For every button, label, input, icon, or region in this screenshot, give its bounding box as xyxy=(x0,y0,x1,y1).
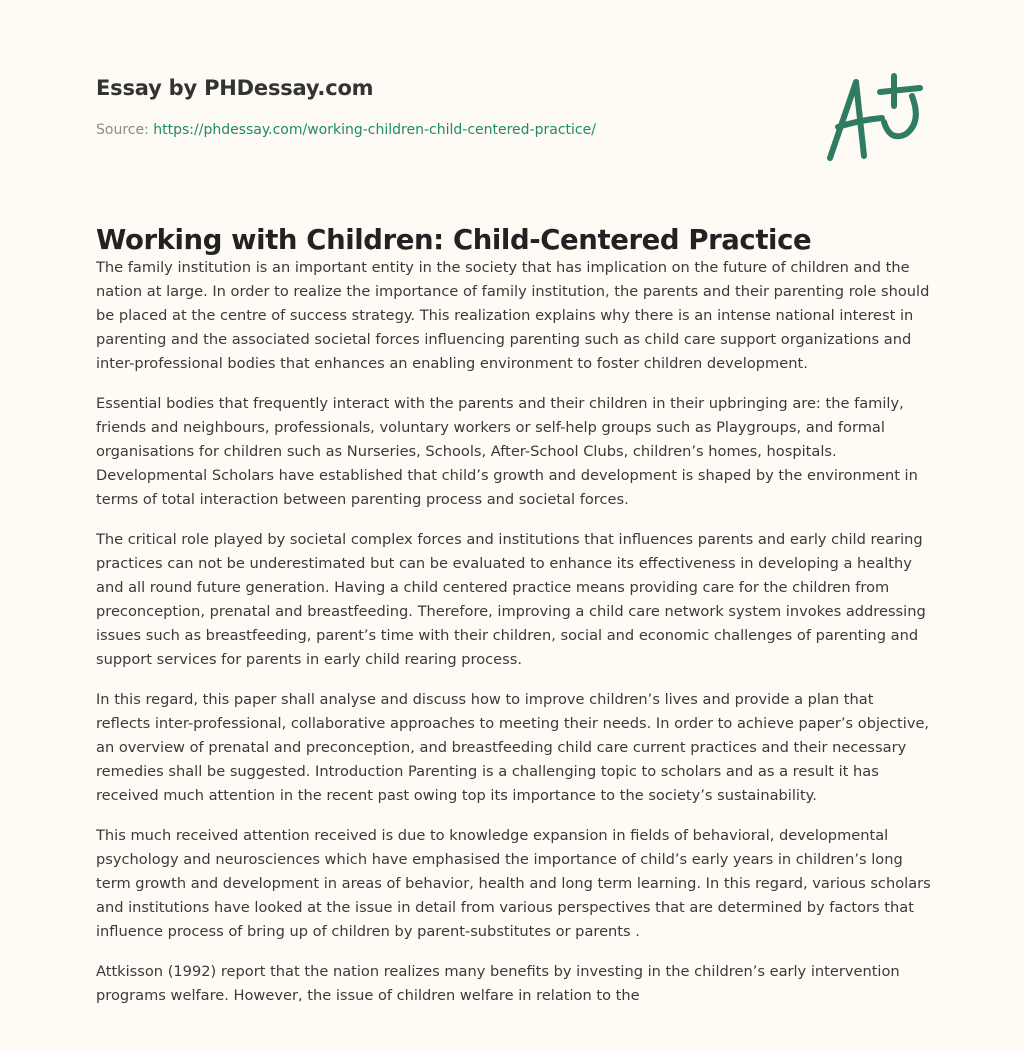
source-line xyxy=(96,122,596,138)
paragraph: Attkisson (1992) report that the nation realizes many benefits by investing in the children’s early intervention programs welfare. However, the issue of children welfare in relation to the xyxy=(96,963,900,1004)
header xyxy=(96,76,596,138)
paragraph: Essential bodies that frequently interact with the parents and their children in their upbringing are: the family, friends and neighbours, professionals, voluntary workers or self-help groups such as Playgroups, and formal organisations for children such as Nurseries, Schools, After-School Clubs, children’s homes, hospitals. Developmental Scholars have established that child’s growth and development is shaped by the environment in terms of total interaction between parenting process and societal forces. xyxy=(96,395,918,508)
source-label: Source: xyxy=(96,122,149,138)
a-plus-logo-icon xyxy=(820,72,930,164)
site-title: Essay by PHDessay.com xyxy=(96,76,374,100)
article-title: Working with Children: Child-Centered Practice xyxy=(96,224,812,256)
article-body xyxy=(96,256,932,1024)
paragraph: In this regard, this paper shall analyse and discuss how to improve children’s lives and provide a plan that reflects inter-professional, collaborative approaches to meeting their needs. In order to achieve paper’s objective, an overview of prenatal and preconception, and breastfeeding child care current practices and their necessary remedies shall be suggested. Introduction Parenting is a challenging topic to scholars and as a result it has received much attention in the recent past owing top its importance to the society’s sustainability. xyxy=(96,691,930,804)
source-link[interactable]: https://phdessay.com/working-children-child-centered-practice/ xyxy=(153,122,596,138)
paragraph: The critical role played by societal complex forces and institutions that influences parents and early child rearing practices can not be underestimated but can be evaluated to enhance its effectiveness in developing a healthy and all round future generation. Having a child centered practice means providing care for the children from preconception, prenatal and breastfeeding. Therefore, improving a child care network system invokes addressing issues such as breastfeeding, parent’s time with their children, social and economic challenges of parenting and support services for parents in early child rearing process. xyxy=(96,531,926,668)
paragraph: This much received attention received is due to knowledge expansion in fields of behavioral, developmental psychology and neurosciences which have emphasised the importance of child’s early years in children’s long term growth and development in areas of behavior, health and long term learning. In this regard, various scholars and institutions have looked at the issue in detail from various perspectives that are determined by factors that influence process of bring up of children by parent-substitutes or parents . xyxy=(96,827,931,940)
paragraph: The family institution is an important entity in the society that has implication on the future of children and the nation at large. In order to realize the importance of family institution, the parents and their parenting role should be placed at the centre of success strategy. This realization explains why there is an intense national interest in parenting and the associated societal forces influencing parenting such as child care support organizations and inter-professional bodies that enhances an enabling environment to foster children development. xyxy=(96,259,930,372)
